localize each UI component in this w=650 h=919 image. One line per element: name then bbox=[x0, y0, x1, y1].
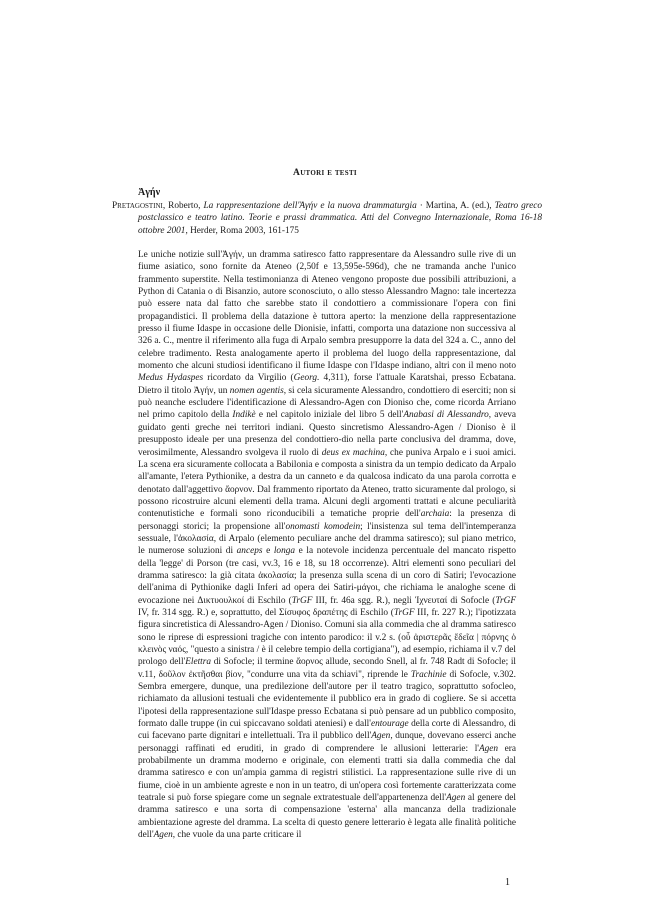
body-text: di Sofocle; il termine ἄορνος allude, secondo Snell, al fr. 748 Radt di Sofocle; il v.11, δοῦλον ἐκτῆσθαι βίον, "condurre una vita da schiavi", riprende le bbox=[138, 657, 516, 680]
entry-title: Ἀγήν bbox=[138, 187, 161, 198]
body-italic: Agen bbox=[446, 793, 466, 804]
body-text: : la presenza di personaggi storici; la propensione all' bbox=[138, 509, 516, 532]
body-text: , dunque, dovevano esserci anche personaggi raffinati ed eruditi, in grado di comprendere le allusioni letterarie: l' bbox=[138, 731, 516, 754]
citation-volume: Teatro greco postclassico e teatro latino. Teorie e prassi drammatica. Atti del Convegno Internazionale, Roma 16-18 ottobre 2001 bbox=[138, 201, 542, 236]
body-italic: archaia bbox=[420, 509, 450, 520]
abstract-body bbox=[138, 249, 516, 842]
citation-editors: · Martina, A. (ed.), bbox=[416, 201, 495, 211]
body-italic: Indikè bbox=[232, 410, 256, 421]
body-text: III, fr. 46a sgg. R.), negli Ἰχνευταί di Sofocle ( bbox=[312, 595, 496, 606]
citation-author: Pretagostini bbox=[112, 201, 163, 211]
page-number: 1 bbox=[505, 877, 510, 888]
body-italic: longa bbox=[273, 546, 296, 557]
body-text: , si cela sicuramente Alessandro, condottiero di eserciti; non si può neanche escludere l'identificazione di Alessandro-Agen con Dioniso che, come ricorda Arriano nel primo capitolo della bbox=[138, 385, 516, 421]
body-text: e nel capitolo iniziale del libro 5 dell' bbox=[255, 410, 404, 421]
body-italic: Agen bbox=[153, 830, 173, 841]
body-text: , aveva guidato genti greche nei territori indiani. Questo sincretismo Alessandro-Agen / Dioniso è il presupposto ideale per una presenza del condottiero-dio nella parte conclusiva del dramma, dove, verosimilmente, Alessandro svolgeva il ruolo di bbox=[138, 410, 516, 458]
body-italic: Anabasi di Alessandro bbox=[403, 410, 489, 421]
body-italic: anceps bbox=[236, 546, 263, 557]
citation-first-name: , Roberto, bbox=[162, 201, 204, 211]
bibliographic-citation bbox=[112, 200, 542, 237]
body-text: 4,311), forse l'attuale Karatshai, presso Ecbatana. Dietro il titolo Ἀγήν, un bbox=[138, 373, 516, 396]
section-heading bbox=[0, 168, 650, 178]
body-text: e bbox=[262, 546, 274, 557]
body-italic: Trachinie bbox=[410, 669, 447, 680]
body-text: , che puniva Arpalo e i suoi amici. La scena era sicuramente collocata a Babilonia e composta a sinistra da un tempio dedicato da Arpalo all'amante, l'etera Pythionike, a destra da un canneto e da qualcosa indicato da una parola corrotta e denotato dall'aggettivo ἄορνον. Dal frammento riportato da Ateneo, tratto sicuramente dal prologo, si possono ricostruire alcuni elementi della trama. Alcuni degli argomenti trattati e alcune peculiarità contenutistiche e formali sono riconducibili a tematiche proprie dell' bbox=[138, 447, 516, 520]
body-italic: Medus Hydaspes bbox=[138, 373, 204, 384]
body-italic: TrGF bbox=[495, 595, 516, 606]
body-italic: Agen bbox=[478, 743, 499, 754]
body-italic: onomasti komodein bbox=[285, 521, 361, 532]
body-italic: TrGF bbox=[291, 595, 313, 606]
section-heading-text: Autori e testi bbox=[293, 168, 357, 178]
body-italic: nomen agentis bbox=[229, 385, 284, 396]
body-text: ricordato da Virgilio ( bbox=[203, 373, 294, 384]
body-text: Le uniche notizie sull'Ἀγήν, un dramma satiresco fatto rappresentare da Alessandro sulle rive di un fiume asiatico, sono fornite da Ateneo (2,50f e 13,595e-596d), che ne tramanda anche l'unico frammento superstite. Nella testimonianza di Ateneo vengono proposte due possibili attribuzioni, a Python di Catania o di Bisanzio, autore sconosciuto, o allo stesso Alessandro Magno: tale incertezza può essere nata dal fatto che sarebbe stato il condottiero a commissionare l'opera con fini propagandistici. Il problema della datazione è tuttora aperto: la menzione della rappresentazione presso il fiume Idaspe in occasione delle Dionisie, infatti, comporta una datazione non successiva al 326 a. C., mentre il riferimento alla fuga di Arpalo sembra presupporre la data del 324 a. C., anno del celebre tradimento. Resta analogamente aperto il problema del luogo della rappresentazione, dal momento che alcuni studiosi identificano il fiume Idaspe con l'Idaspe indiano, altri con il meno noto bbox=[138, 250, 516, 372]
body-italic: Elettra bbox=[185, 657, 212, 668]
body-text: della corte di Alessandro, di cui facevano parte dignitari e intellettuali. Tra il pubblico dell' bbox=[138, 719, 516, 742]
body-text: IV, fr. 314 sgg. R.) e, soprattutto, del Σίσυφος δραπέτης di Eschilo ( bbox=[138, 607, 394, 618]
body-text: di Sofocle, v.302. Sembra emergere, dunque, una predilezione dell'autore per il teatro tragico, soprattutto sofocleo, richiamato da allusioni testuali che evidentemente il pubblico era in grado di cogliere. Se si accetta l'ipotesi della rappresentazione sull'Idaspe presso Ecbatana si può pensare ad un pubblico composito, formato dalle truppe (in cui spiccavano soldati ateniesi) e dall' bbox=[138, 669, 516, 730]
body-italic: TrGF bbox=[393, 607, 415, 618]
body-italic: deus ex machina bbox=[321, 447, 385, 458]
body-italic: Georg. bbox=[293, 373, 320, 384]
citation-publisher: , Herder, Roma 2003, 161-175 bbox=[185, 225, 299, 236]
body-text: , che vuole da una parte criticare il bbox=[172, 830, 302, 841]
body-text: ; l'insistenza sul tema dell'intemperanza sessuale, l'ἀκολασία, di Arpalo (elemento peculiare anche del dramma satiresco); sul piano metrico, le numerose soluzioni di bbox=[138, 521, 517, 557]
body-text: III, fr. 227 R.); l'ipotizzata figura sincretistica di Alessandro-Agen / Dioniso. Comuni sia alla commedia che al dramma satiresco sono le riprese di espressioni tragiche con intento parodico: il v.2 s. (οὗ ἀριστερᾶς ἔδεῖα | πόρνης ὁ κλεινὸς ναός, "questo a sinistra / è il celebre tempio della cortigiana"), ad esempio, richiama il v.7 del prologo dell' bbox=[138, 607, 516, 668]
body-text: al genere del dramma satiresco e una sorta di compensazione 'esterna' alla mancanza della tradizionale ambientazione agreste del dramma. La scelta di questo genere letterario è legata alle finalità politiche dell' bbox=[138, 793, 517, 841]
body-italic: entourage bbox=[370, 719, 409, 730]
citation-title: La rappresentazione dell'Ἀγήν e la nuova drammaturgia bbox=[203, 201, 417, 211]
body-italic: Agen bbox=[371, 731, 391, 742]
body-text: era probabilmente un dramma moderno e originale, con elementi tratti sia dalla commedia che dal dramma satiresco e con un'ampia gamma di registri stilistici. La rappresentazione sulle rive di un fiume, cioè in un ambiente agreste e non in un teatro, di un'opera così fortemente caratterizzata come teatrale si può forse spiegare come un segnale extratestuale dell'appartenenza dell' bbox=[138, 743, 516, 804]
body-text: e la notevole incidenza percentuale del mancato rispetto della 'legge' di Porson (tre casi, vv.3, 16 e 18, su 18 occorrenze). Altri elementi sono peculiari del dramma satiresco: la già citata ἀκολασία; la presenza sulla scena di un coro di Satiri; l'evocazione dell'anima di Pythionike dagli Inferi ad opera dei Satiri-μάγοι, che richiama le analoghe scene di evocazione nei Δικτυουλκοί di Eschilo ( bbox=[138, 546, 517, 606]
